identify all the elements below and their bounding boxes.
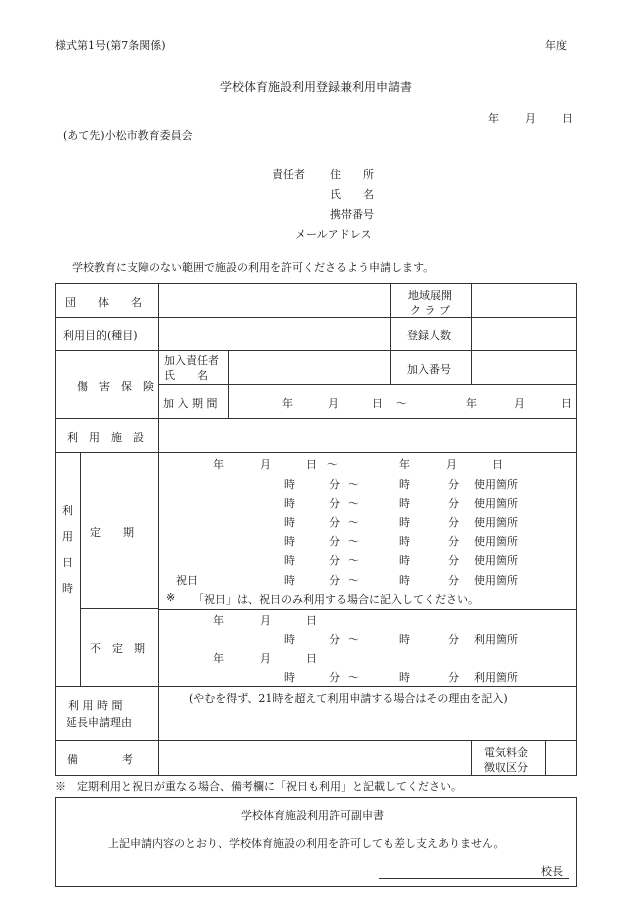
time-end-minute: 分 bbox=[448, 478, 459, 491]
insurance-period-label: 加 入 期 間 bbox=[163, 397, 218, 410]
applicant-address-label: 住 所 bbox=[330, 168, 374, 181]
principal-signature-line bbox=[379, 878, 569, 879]
time-start-hour: 時 bbox=[284, 633, 295, 646]
holiday-label: 祝日 bbox=[176, 574, 198, 587]
remarks-label: 備 考 bbox=[67, 753, 133, 766]
region-club-label-line1: 地域展開 bbox=[408, 289, 452, 302]
irregular-month: 月 bbox=[260, 614, 271, 627]
time-end-minute: 分 bbox=[448, 516, 459, 529]
extension-reason-field[interactable] bbox=[159, 706, 575, 739]
usage-datetime-label bbox=[62, 498, 73, 602]
time-end-hour: 時 bbox=[399, 516, 410, 529]
time-start-minute: 分 bbox=[329, 497, 340, 510]
time-end-hour: 時 bbox=[399, 671, 410, 684]
time-start-hour: 時 bbox=[284, 535, 295, 548]
region-club-field[interactable] bbox=[472, 284, 575, 316]
use-place-label: 使用箇所 bbox=[474, 554, 518, 567]
purpose-field[interactable] bbox=[159, 318, 389, 349]
use-place-label: 使用箇所 bbox=[474, 516, 518, 529]
electric-fee-label-line1: 電気料金 bbox=[484, 746, 528, 759]
regular-end-month: 月 bbox=[446, 458, 457, 471]
group-name-field[interactable] bbox=[159, 284, 389, 316]
intro-text: 学校教育に支障のない範囲で施設の利用を許可くださるよう申請します。 bbox=[72, 261, 435, 274]
table-rule bbox=[80, 452, 81, 686]
time-end-hour: 時 bbox=[399, 478, 410, 491]
date-day: 日 bbox=[562, 112, 573, 125]
table-rule bbox=[80, 608, 158, 609]
table-rule bbox=[55, 452, 577, 453]
table-rule bbox=[390, 283, 391, 384]
date-month: 月 bbox=[525, 112, 536, 125]
time-start-minute: 分 bbox=[329, 671, 340, 684]
date-year: 年 bbox=[488, 112, 499, 125]
time-end-minute: 分 bbox=[448, 497, 459, 510]
electric-fee-label-line2: 徴収区分 bbox=[484, 761, 528, 774]
table-rule bbox=[471, 740, 472, 775]
time-start-hour: 時 bbox=[284, 574, 295, 587]
usage-datetime-char: 日 bbox=[62, 556, 73, 569]
region-club-label-line2: ク ラ ブ bbox=[410, 304, 450, 317]
time-tilde: 〜 bbox=[348, 516, 359, 529]
time-tilde: 〜 bbox=[348, 671, 359, 684]
member-count-field[interactable] bbox=[472, 318, 575, 349]
holiday-note: 「祝日」は、祝日のみ利用する場合に記入してください。 bbox=[193, 593, 479, 606]
irregular-day: 日 bbox=[306, 652, 317, 665]
time-start-hour: 時 bbox=[284, 516, 295, 529]
regular-start-year: 年 bbox=[213, 458, 224, 471]
insurance-number-label: 加入番号 bbox=[407, 363, 451, 376]
time-tilde: 〜 bbox=[348, 633, 359, 646]
irregular-year: 年 bbox=[213, 614, 224, 627]
page-title: 学校体育施設利用登録兼利用申請書 bbox=[220, 80, 413, 94]
time-start-hour: 時 bbox=[284, 497, 295, 510]
irregular-year: 年 bbox=[213, 652, 224, 665]
facility-label: 利 用 施 設 bbox=[67, 431, 144, 444]
usage-datetime-char: 利 bbox=[62, 504, 73, 517]
time-tilde: 〜 bbox=[348, 497, 359, 510]
time-start-minute: 分 bbox=[329, 535, 340, 548]
table-border bbox=[576, 283, 577, 776]
period-end-year: 年 bbox=[466, 397, 477, 410]
time-end-minute: 分 bbox=[448, 633, 459, 646]
time-start-hour: 時 bbox=[284, 478, 295, 491]
period-start-month: 月 bbox=[328, 397, 339, 410]
usage-datetime-char: 用 bbox=[62, 530, 73, 543]
time-start-minute: 分 bbox=[329, 574, 340, 587]
table-border bbox=[55, 283, 56, 776]
time-end-hour: 時 bbox=[399, 574, 410, 587]
period-tilde: 〜 bbox=[396, 397, 407, 410]
time-tilde: 〜 bbox=[348, 574, 359, 587]
time-end-hour: 時 bbox=[399, 633, 410, 646]
time-start-hour: 時 bbox=[284, 554, 295, 567]
remarks-field[interactable] bbox=[159, 741, 470, 774]
table-rule bbox=[158, 384, 577, 385]
addressee: (あて先)小松市教育委員会 bbox=[63, 129, 193, 142]
facility-field[interactable] bbox=[159, 419, 575, 451]
footnote: ※ 定期利用と祝日が重なる場合、備考欄に「祝日も利用」と記載してください。 bbox=[55, 780, 462, 793]
time-end-hour: 時 bbox=[399, 497, 410, 510]
extension-note: (やむを得ず、21時を超えて利用申請する場合はその理由を記入) bbox=[189, 692, 508, 705]
time-start-minute: 分 bbox=[329, 633, 340, 646]
period-end-day: 日 bbox=[561, 397, 572, 410]
time-end-minute: 分 bbox=[448, 554, 459, 567]
principal-label: 校長 bbox=[541, 865, 563, 878]
insurance-person-label-line2: 氏 名 bbox=[164, 369, 208, 382]
electric-fee-field[interactable] bbox=[546, 741, 575, 774]
time-end-minute: 分 bbox=[448, 535, 459, 548]
table-rule bbox=[55, 686, 577, 687]
use-place-label: 使用箇所 bbox=[474, 574, 518, 587]
purpose-label: 利用目的(種目) bbox=[63, 329, 138, 342]
irregular-month: 月 bbox=[260, 652, 271, 665]
applicant-email-label: メールアドレス bbox=[295, 228, 372, 241]
period-start-year: 年 bbox=[282, 397, 293, 410]
holiday-note-mark: ※ bbox=[166, 591, 176, 604]
applicant-mobile-label: 携帯番号 bbox=[330, 208, 374, 221]
table-border bbox=[55, 775, 577, 776]
insurance-person-label-line1: 加入責任者 bbox=[164, 354, 219, 367]
time-end-minute: 分 bbox=[448, 574, 459, 587]
permit-body: 上記申請内容のとおり、学校体育施設の利用を許可しても差し支えありません。 bbox=[108, 837, 505, 850]
extension-label-line2: 延長申請理由 bbox=[66, 716, 132, 729]
use-place-label: 利用箇所 bbox=[474, 633, 518, 646]
regular-start-day: 日 bbox=[306, 458, 317, 471]
time-start-minute: 分 bbox=[329, 516, 340, 529]
time-tilde: 〜 bbox=[348, 554, 359, 567]
regular-start-month: 月 bbox=[260, 458, 271, 471]
applicant-name-label: 氏 名 bbox=[330, 188, 374, 201]
time-start-hour: 時 bbox=[284, 671, 295, 684]
group-name-label: 団 体 名 bbox=[65, 296, 142, 309]
use-place-label: 使用箇所 bbox=[474, 478, 518, 491]
irregular-day: 日 bbox=[306, 614, 317, 627]
use-place-label: 利用箇所 bbox=[474, 671, 518, 684]
use-place-label: 使用箇所 bbox=[474, 535, 518, 548]
time-end-minute: 分 bbox=[448, 671, 459, 684]
usage-datetime-char: 時 bbox=[62, 582, 73, 595]
form-number: 様式第1号(第7条関係) bbox=[55, 39, 166, 52]
period-end-month: 月 bbox=[514, 397, 525, 410]
regular-end-day: 日 bbox=[492, 458, 503, 471]
use-place-label: 使用箇所 bbox=[474, 497, 518, 510]
regular-end-year: 年 bbox=[399, 458, 410, 471]
time-end-hour: 時 bbox=[399, 535, 410, 548]
permit-title: 学校体育施設利用許可副申書 bbox=[241, 809, 384, 822]
fiscal-year-label: 年度 bbox=[545, 39, 567, 52]
regular-tilde: 〜 bbox=[327, 458, 338, 471]
time-start-minute: 分 bbox=[329, 554, 340, 567]
extension-label-line1: 利 用 時 間 bbox=[68, 699, 123, 712]
insurance-label: 傷 害 保 険 bbox=[77, 380, 154, 393]
period-start-day: 日 bbox=[372, 397, 383, 410]
time-end-hour: 時 bbox=[399, 554, 410, 567]
table-rule bbox=[158, 609, 577, 610]
member-count-label: 登録人数 bbox=[407, 329, 451, 342]
applicant-role: 責任者 bbox=[272, 168, 305, 181]
regular-label: 定 期 bbox=[90, 526, 134, 539]
insurance-person-field[interactable] bbox=[229, 351, 389, 383]
time-tilde: 〜 bbox=[348, 478, 359, 491]
irregular-label: 不 定 期 bbox=[90, 642, 145, 655]
time-start-minute: 分 bbox=[329, 478, 340, 491]
permit-box bbox=[55, 797, 577, 887]
time-tilde: 〜 bbox=[348, 535, 359, 548]
insurance-number-field[interactable] bbox=[472, 351, 575, 383]
